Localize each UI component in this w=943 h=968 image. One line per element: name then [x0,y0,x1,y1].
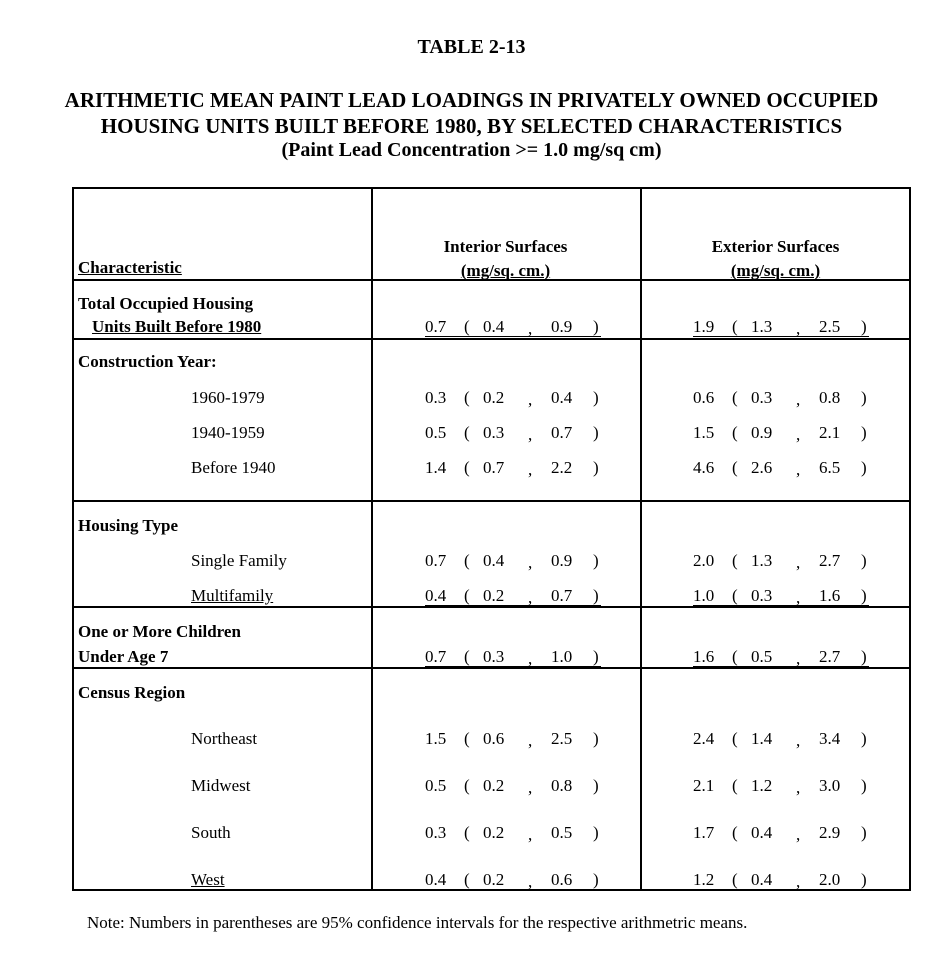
cell-underline [425,889,601,890]
mean-value: 0.7 [425,551,447,570]
ci-separator: , [796,425,801,444]
value-cell [425,729,605,749]
value-cell [693,870,873,890]
open-paren: ( [464,317,470,336]
cell-underline [425,666,601,667]
mean-value: 1.2 [693,870,715,889]
close-paren: ) [593,423,599,442]
ci-high-value: 2.9 [819,823,841,842]
ci-low-value: 0.4 [751,870,773,889]
ci-separator: , [528,390,533,409]
open-paren: ( [464,423,470,442]
ci-high-value: 3.4 [819,729,841,748]
row-divider [74,667,909,669]
mean-value: 0.6 [693,388,715,407]
mean-value: 1.5 [425,729,447,748]
close-paren: ) [861,647,867,666]
close-paren: ) [861,551,867,570]
open-paren: ( [732,551,738,570]
ci-low-value: 0.4 [751,823,773,842]
mean-value: 0.5 [425,423,447,442]
interior-header: Interior Surfaces [443,237,568,256]
ci-separator: , [528,731,533,750]
table-number: TABLE 2-13 [417,36,526,58]
ci-separator: , [796,731,801,750]
ci-separator: , [796,588,801,607]
open-paren: ( [464,776,470,795]
mean-value: 0.3 [425,388,447,407]
ci-low-value: 0.3 [751,586,773,605]
exterior-units: (mg/sq. cm.) [730,261,821,280]
cell-underline [693,605,869,606]
ci-low-value: 1.3 [751,551,773,570]
ci-high-value: 2.5 [819,317,841,336]
close-paren: ) [593,729,599,748]
open-paren: ( [732,870,738,889]
row-label-1960-1979: 1960-1979 [191,388,265,407]
ci-separator: , [796,825,801,844]
close-paren: ) [593,458,599,477]
mean-value: 4.6 [693,458,715,477]
mean-value: 0.5 [425,776,447,795]
open-paren: ( [464,586,470,605]
ci-high-value: 0.8 [819,388,841,407]
ci-separator: , [796,553,801,572]
ci-separator: , [528,319,533,338]
ci-high-value: 1.6 [819,586,841,605]
section-housing-type: Housing Type [78,516,178,535]
table-title-line-3: (Paint Lead Concentration >= 1.0 mg/sq cm) [281,139,662,161]
ci-high-value: 2.2 [551,458,573,477]
section-children-line-2: Under Age 7 [78,647,169,666]
ci-low-value: 0.4 [483,317,505,336]
table-title-line-1: ARITHMETIC MEAN PAINT LEAD LOADINGS IN PRIVATELY OWNED OCCUPIED [64,88,879,112]
mean-value: 1.7 [693,823,715,842]
row-label-single-family: Single Family [191,551,287,570]
value-cell [693,551,873,571]
ci-low-value: 0.7 [483,458,505,477]
mean-value: 1.5 [693,423,715,442]
ci-high-value: 0.9 [551,317,573,336]
close-paren: ) [593,823,599,842]
row-label-1940-1959: 1940-1959 [191,423,265,442]
value-cell [693,388,873,408]
close-paren: ) [861,870,867,889]
value-cell [693,586,873,606]
close-paren: ) [861,423,867,442]
ci-separator: , [796,778,801,797]
ci-high-value: 0.7 [551,586,573,605]
open-paren: ( [464,870,470,889]
ci-low-value: 0.3 [483,423,505,442]
close-paren: ) [861,729,867,748]
open-paren: ( [464,458,470,477]
open-paren: ( [732,458,738,477]
section-construction-year: Construction Year: [78,352,217,371]
table-title-line-2: HOUSING UNITS BUILT BEFORE 1980, BY SELECTED CHARACTERISTICS [100,114,843,138]
close-paren: ) [593,647,599,666]
cell-underline [425,336,601,337]
ci-high-value: 1.0 [551,647,573,666]
ci-low-value: 0.9 [751,423,773,442]
ci-separator: , [796,872,801,891]
value-cell [425,823,605,843]
ci-separator: , [528,553,533,572]
characteristic-header: Characteristic [78,258,182,277]
row-label-west: West [191,870,225,889]
open-paren: ( [464,647,470,666]
row-label-before-1940: Before 1940 [191,458,276,477]
ci-low-value: 0.6 [483,729,505,748]
ci-high-value: 0.8 [551,776,573,795]
mean-value: 0.7 [425,317,447,336]
ci-low-value: 0.4 [483,551,505,570]
value-cell [425,317,605,337]
open-paren: ( [732,388,738,407]
ci-high-value: 0.7 [551,423,573,442]
ci-low-value: 1.3 [751,317,773,336]
open-paren: ( [464,388,470,407]
ci-low-value: 0.2 [483,823,505,842]
ci-high-value: 0.4 [551,388,573,407]
close-paren: ) [861,586,867,605]
mean-value: 1.4 [425,458,447,477]
cell-underline [425,605,601,606]
close-paren: ) [593,388,599,407]
value-cell [425,551,605,571]
mean-value: 1.6 [693,647,715,666]
mean-value: 0.3 [425,823,447,842]
ci-low-value: 0.2 [483,870,505,889]
row-label-south: South [191,823,231,842]
open-paren: ( [732,729,738,748]
section-census-region: Census Region [78,683,186,702]
value-cell [425,586,605,606]
mean-value: 1.9 [693,317,715,336]
cell-underline [693,889,869,890]
value-cell [425,870,605,890]
mean-value: 2.0 [693,551,715,570]
ci-high-value: 0.9 [551,551,573,570]
exterior-header: Exterior Surfaces [711,237,840,256]
cell-underline [693,336,869,337]
ci-low-value: 0.5 [751,647,773,666]
ci-separator: , [796,460,801,479]
ci-high-value: 2.7 [819,647,841,666]
ci-low-value: 1.2 [751,776,773,795]
ci-separator: , [796,649,801,668]
ci-high-value: 2.1 [819,423,841,442]
value-cell [693,423,873,443]
value-cell [425,388,605,408]
close-paren: ) [861,823,867,842]
ci-separator: , [528,588,533,607]
data-table [72,187,911,891]
mean-value: 0.4 [425,586,447,605]
ci-separator: , [528,872,533,891]
ci-high-value: 2.5 [551,729,573,748]
ci-high-value: 6.5 [819,458,841,477]
close-paren: ) [861,458,867,477]
open-paren: ( [732,823,738,842]
mean-value: 0.7 [425,647,447,666]
open-paren: ( [732,647,738,666]
close-paren: ) [861,388,867,407]
value-cell [693,458,873,478]
value-cell [693,823,873,843]
open-paren: ( [732,586,738,605]
value-cell [693,317,873,337]
section-total: Total Occupied Housing [78,294,254,313]
ci-low-value: 0.2 [483,776,505,795]
close-paren: ) [593,870,599,889]
ci-separator: , [796,319,801,338]
open-paren: ( [464,729,470,748]
column-divider [371,189,373,889]
row-divider [74,338,909,340]
ci-high-value: 0.6 [551,870,573,889]
ci-low-value: 0.2 [483,388,505,407]
ci-high-value: 2.7 [819,551,841,570]
ci-low-value: 0.3 [483,647,505,666]
open-paren: ( [464,823,470,842]
row-divider [74,500,909,502]
ci-separator: , [528,460,533,479]
value-cell [693,776,873,796]
mean-value: 0.4 [425,870,447,889]
ci-separator: , [528,649,533,668]
mean-value: 2.4 [693,729,715,748]
ci-separator: , [528,825,533,844]
row-label-northeast: Northeast [191,729,258,748]
mean-value: 1.0 [693,586,715,605]
value-cell [693,647,873,667]
value-cell [425,776,605,796]
ci-low-value: 1.4 [751,729,773,748]
ci-low-value: 0.2 [483,586,505,605]
column-divider [640,189,642,889]
value-cell [425,647,605,667]
ci-high-value: 2.0 [819,870,841,889]
row-divider [74,606,909,608]
value-cell [425,423,605,443]
close-paren: ) [861,317,867,336]
close-paren: ) [593,586,599,605]
ci-separator: , [528,425,533,444]
open-paren: ( [464,551,470,570]
close-paren: ) [861,776,867,795]
open-paren: ( [732,776,738,795]
close-paren: ) [593,317,599,336]
ci-low-value: 2.6 [751,458,773,477]
row-label-midwest: Midwest [191,776,251,795]
mean-value: 2.1 [693,776,715,795]
section-total-line-2: Units Built Before 1980 [92,317,262,336]
section-children: One or More Children [78,622,241,641]
open-paren: ( [732,423,738,442]
ci-separator: , [796,390,801,409]
ci-low-value: 0.3 [751,388,773,407]
open-paren: ( [732,317,738,336]
ci-separator: , [528,778,533,797]
row-label-multifamily: Multifamily [191,586,274,605]
value-cell [693,729,873,749]
ci-high-value: 3.0 [819,776,841,795]
interior-units: (mg/sq. cm.) [460,261,551,280]
value-cell [425,458,605,478]
footnote: Note: Numbers in parentheses are 95% confidence intervals for the respective arithmetric means. [87,913,748,932]
close-paren: ) [593,551,599,570]
ci-high-value: 0.5 [551,823,573,842]
close-paren: ) [593,776,599,795]
cell-underline [693,666,869,667]
